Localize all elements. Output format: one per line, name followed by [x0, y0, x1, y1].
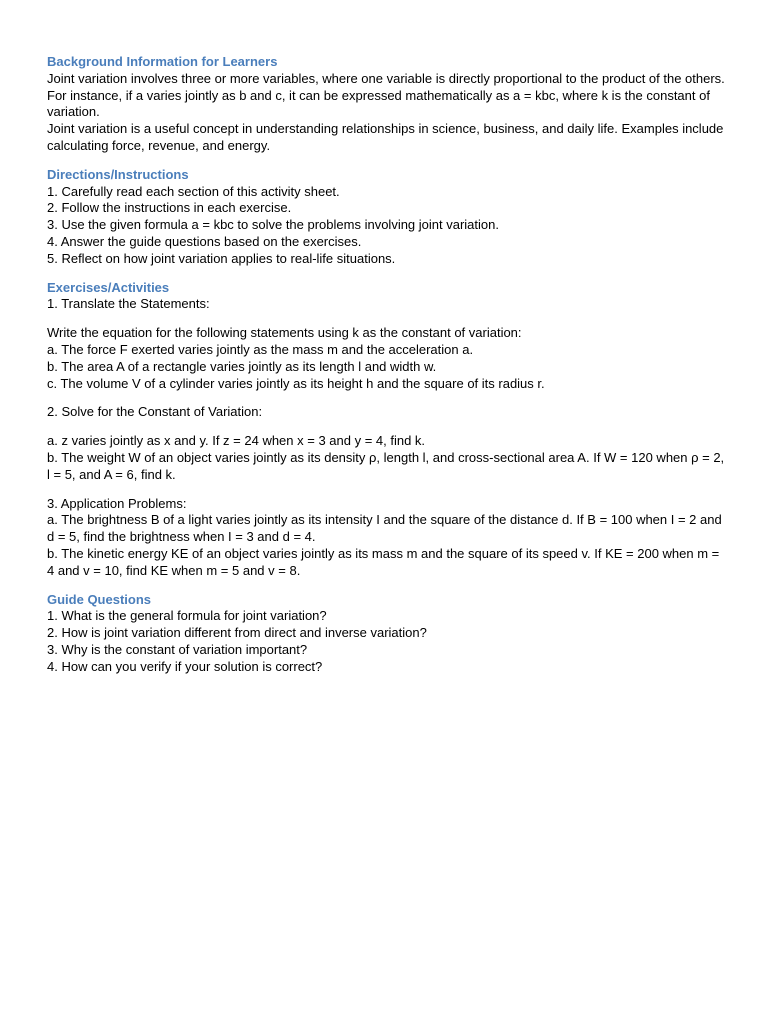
- spacer: [47, 421, 728, 433]
- background-heading: Background Information for Learners: [47, 54, 278, 69]
- direction-item: 2. Follow the instructions in each exercise.: [47, 200, 292, 216]
- exercise-item: a. The brightness B of a light varies jointly as its intensity I and the square of the distance d. If B = 100 when I = 2 and d = 5, find the brightness when I = 3 and d = 4.: [47, 512, 722, 545]
- exercise-part3-heading: 3. Application Problems:: [47, 495, 187, 511]
- background-paragraph-2: Joint variation is a useful concept in understanding relationships in science, business, and daily life. Examples include calculating force, revenue, and energy.: [47, 121, 724, 153]
- exercises-heading: Exercises/Activities: [47, 279, 170, 295]
- direction-item: 4. Answer the guide questions based on the exercises.: [47, 233, 362, 249]
- background-paragraph-1: Joint variation involves three or more variables, where one variable is directly proportional to the product of the others. For instance, if a varies jointly as b and c, it can be expressed mathematically as a = kbc, where k is the constant of variation.: [47, 70, 725, 120]
- guide-question: 4. How can you verify if your solution is correct?: [47, 658, 323, 674]
- spacer: [47, 484, 728, 496]
- exercise-part1-heading: 1. Translate the Statements:: [47, 296, 210, 312]
- spacer: [47, 313, 728, 325]
- background-section: [47, 54, 728, 155]
- guide-question: 1. What is the general formula for joint variation?: [47, 608, 327, 624]
- exercise-item: b. The weight W of an object varies jointly as its density ρ, length l, and cross-sectional area A. If W = 120 when ρ = 2, l = 5, and A = 6, find k.: [47, 449, 725, 482]
- directions-section: [47, 167, 728, 268]
- exercise-item: a. z varies jointly as x and y. If z = 24 when x = 3 and y = 4, find k.: [47, 433, 426, 449]
- direction-item: 1. Carefully read each section of this activity sheet.: [47, 183, 340, 199]
- direction-item: 5. Reflect on how joint variation applies to real-life situations.: [47, 250, 396, 266]
- exercise-item: b. The area A of a rectangle varies jointly as its length l and width w.: [47, 358, 437, 374]
- exercise-item: c. The volume V of a cylinder varies jointly as its height h and the square of its radius r.: [47, 375, 545, 391]
- guide-question: 2. How is joint variation different from direct and inverse variation?: [47, 625, 427, 641]
- directions-heading: Directions/Instructions: [47, 166, 189, 182]
- exercise-part1-intro: Write the equation for the following statements using k as the constant of variation:: [47, 325, 522, 341]
- direction-item: 3. Use the given formula a = kbc to solve the problems involving joint variation.: [47, 217, 499, 233]
- exercise-item: a. The force F exerted varies jointly as the mass m and the acceleration a.: [47, 341, 474, 357]
- exercise-item: b. The kinetic energy KE of an object varies jointly as its mass m and the square of its speed v. If KE = 200 when m = 4 and v = 10, find KE when m = 5 and v = 8.: [47, 545, 720, 578]
- exercise-part2-heading: 2. Solve for the Constant of Variation:: [47, 404, 263, 420]
- guide-question: 3. Why is the constant of variation important?: [47, 641, 308, 657]
- spacer: [47, 392, 728, 404]
- exercises-section: [47, 280, 728, 580]
- guide-section: [47, 592, 728, 676]
- guide-heading: Guide Questions: [47, 591, 152, 607]
